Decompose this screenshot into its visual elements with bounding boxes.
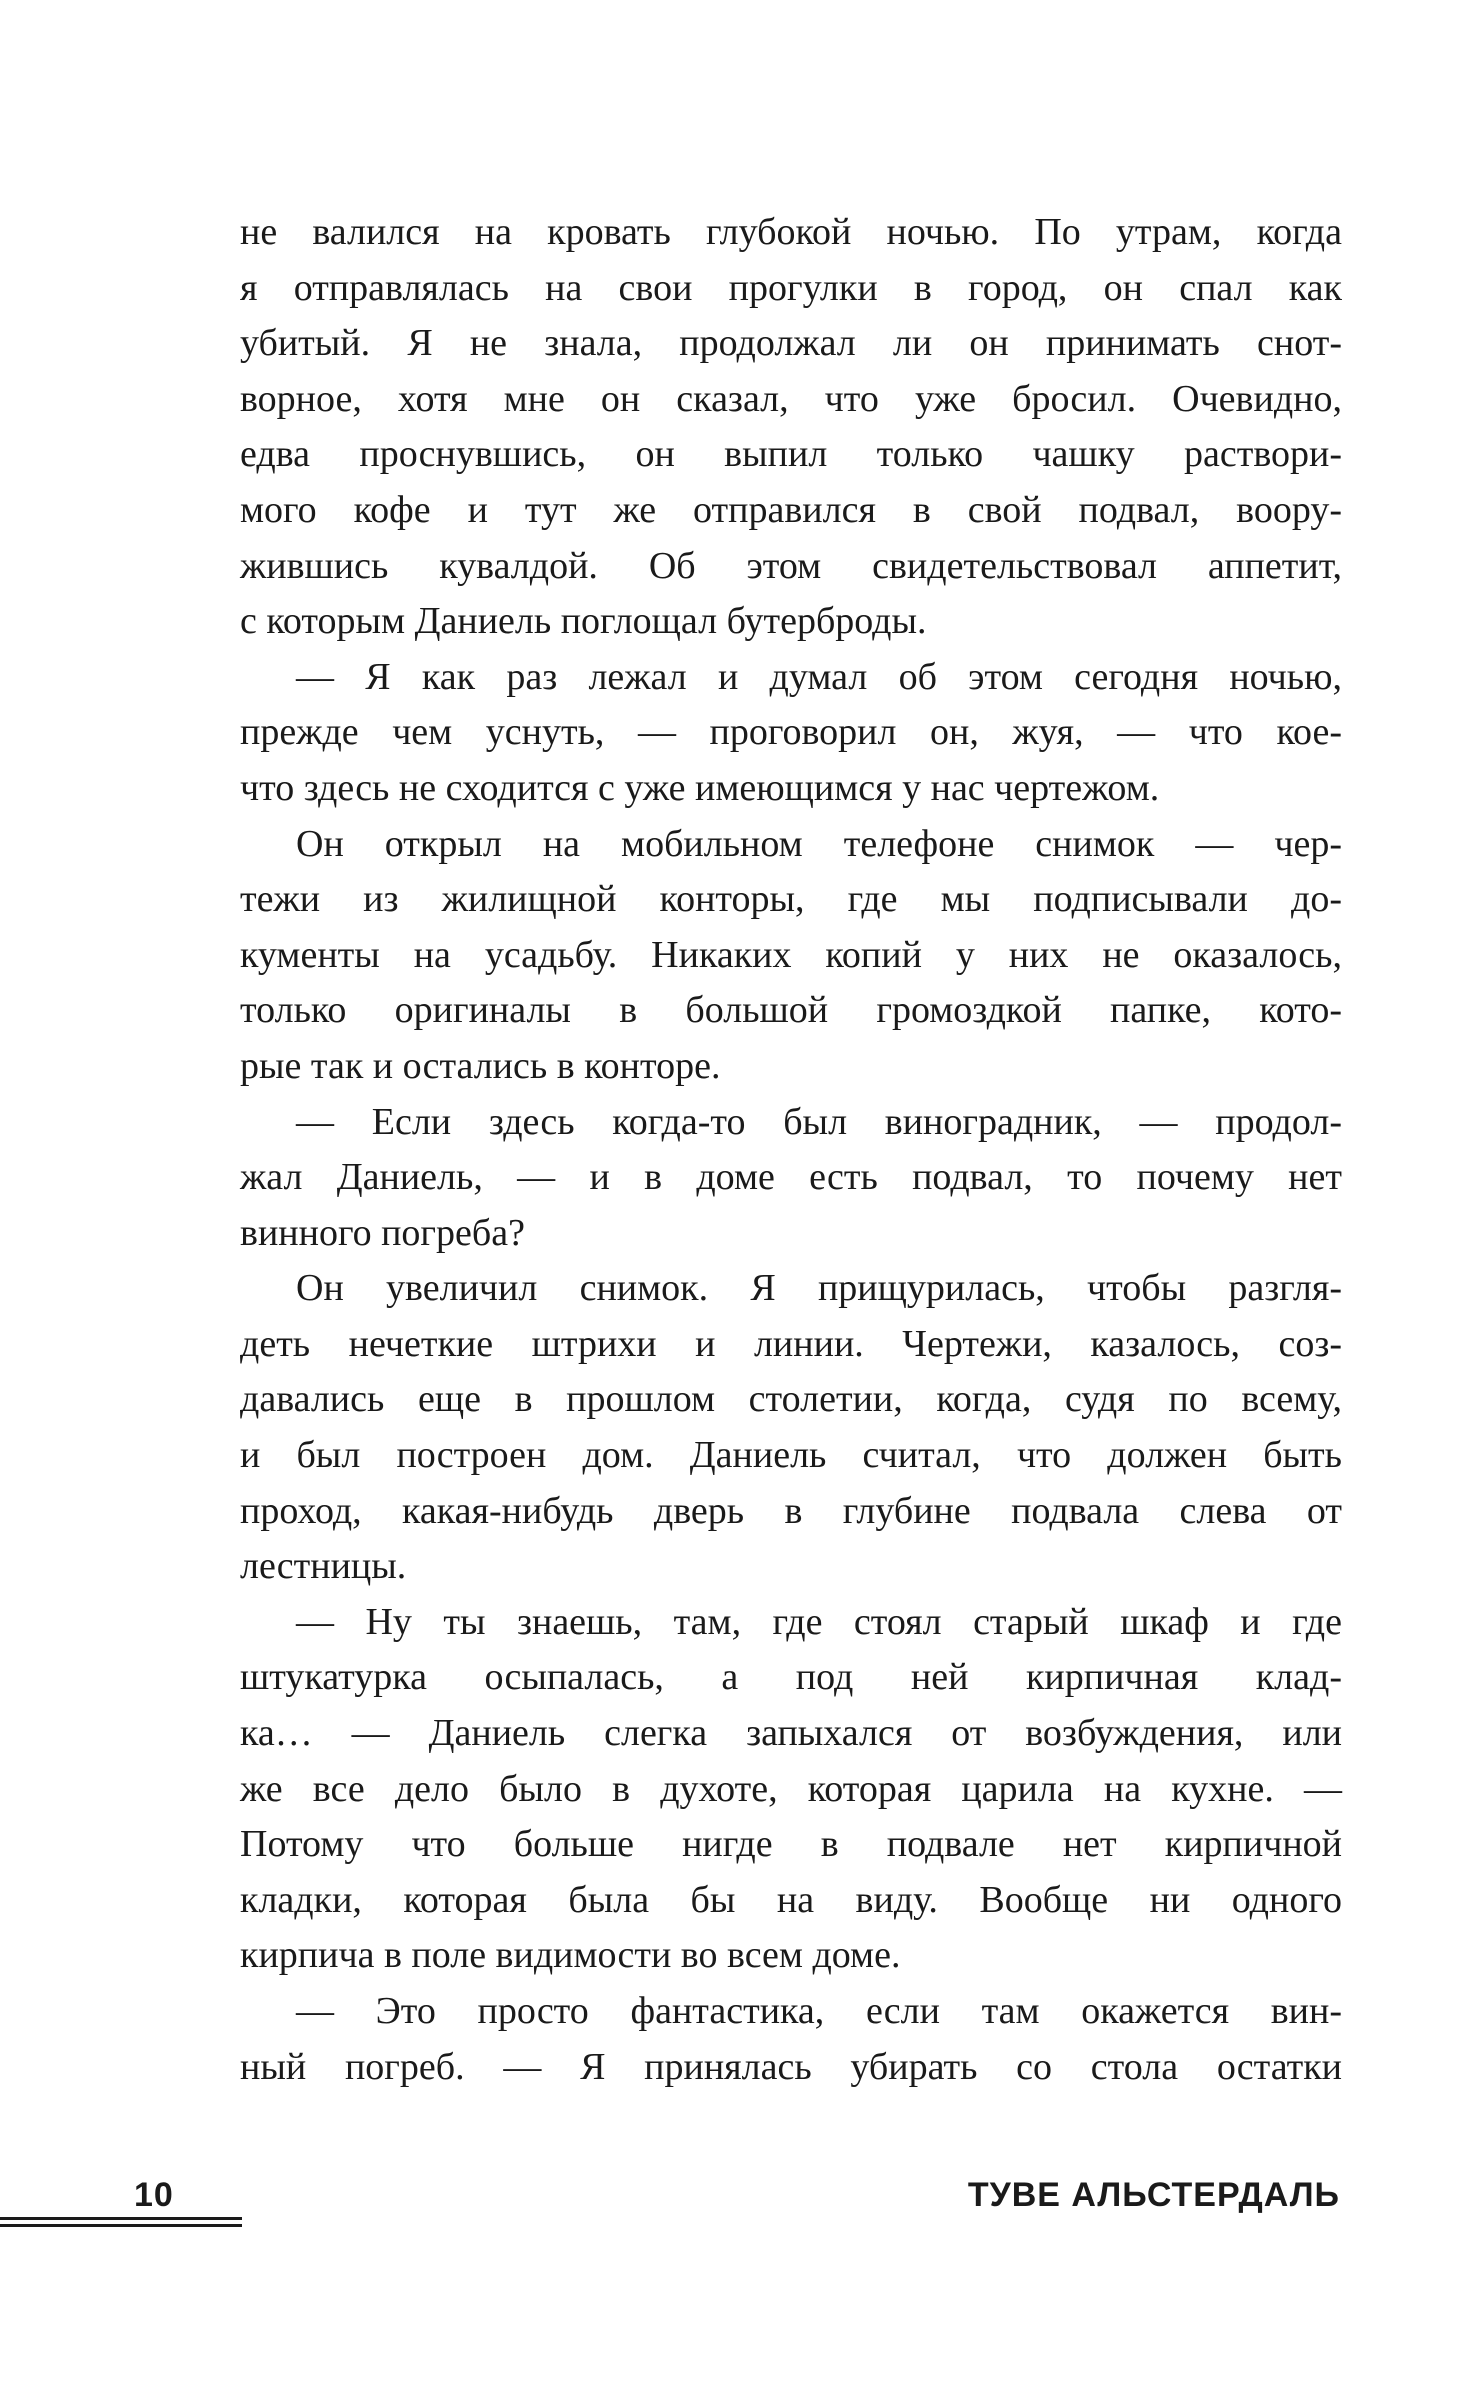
text-line: давались еще в прошлом столетии, когда, судя по всему,	[240, 1378, 1342, 1421]
text-line: и был построен дом. Даниель считал, что должен быть	[240, 1434, 1342, 1477]
page-footer	[0, 2175, 1474, 2225]
text-line: — Если здесь когда-то был виноградник, — продол-	[296, 1100, 1342, 1143]
text-line: Он увеличил снимок. Я прищурилась, чтобы разгля-	[296, 1267, 1342, 1310]
text-line: с которым Даниель поглощал бутерброды.	[240, 600, 927, 643]
text-line: кладки, которая была бы на виду. Вообще ни одного	[240, 1878, 1342, 1921]
footer-rule-bottom	[0, 2224, 242, 2227]
text-line: штукатурка осыпалась, а под ней кирпичная клад-	[240, 1656, 1342, 1699]
text-line: только оригиналы в большой громоздкой папке, кото-	[240, 989, 1342, 1032]
footer-rule	[0, 2217, 242, 2227]
text-line: мого кофе и тут же отправился в свой подвал, воору-	[240, 488, 1342, 531]
text-line: — Это просто фантастика, если там окажется вин-	[296, 1990, 1342, 2032]
text-line: едва проснувшись, он выпил только чашку раствори-	[240, 433, 1342, 476]
text-line: я отправлялась на свои прогулки в город, он спал как	[240, 266, 1342, 309]
footer-rule-top	[0, 2217, 242, 2220]
body-text	[240, 205, 1342, 2095]
text-line: кирпича в поле видимости во всем доме.	[240, 1934, 901, 1977]
text-line: тежи из жилищной конторы, где мы подписывали до-	[240, 878, 1342, 921]
text-line: Потому что больше нигде в подвале нет кирпичной	[240, 1823, 1342, 1866]
author-running-head: ТУВЕ АЛЬСТЕРДАЛЬ	[967, 2176, 1340, 2214]
text-line: рые так и остались в конторе.	[240, 1044, 721, 1087]
text-line: — Ну ты знаешь, там, где стоял старый шкаф и где	[296, 1600, 1342, 1643]
text-line: Он открыл на мобильном телефоне снимок — чер-	[296, 822, 1342, 865]
text-line: не валился на кровать глубокой ночью. По утрам, когда	[240, 211, 1342, 253]
text-line: винного погреба?	[240, 1211, 525, 1254]
page-number: 10	[134, 2176, 174, 2214]
text-line: деть нечеткие штрихи и линии. Чертежи, казалось, соз-	[240, 1322, 1342, 1365]
text-line: проход, какая-нибудь дверь в глубине подвала слева от	[240, 1489, 1342, 1532]
text-line: ворное, хотя мне он сказал, что уже бросил. Очевидно,	[240, 377, 1342, 420]
text-line: убитый. Я не знала, продолжал ли он принимать снот-	[240, 322, 1342, 365]
text-line: прежде чем уснуть, — проговорил он, жуя, — что кое-	[240, 711, 1342, 754]
text-line: — Я как раз лежал и думал об этом сегодня ночью,	[296, 655, 1342, 698]
text-line: жившись кувалдой. Об этом свидетельствовал аппетит,	[240, 544, 1342, 587]
text-line: ный погреб. — Я принялась убирать со стола остатки	[240, 2045, 1342, 2088]
text-line: ка… — Даниель слегка запыхался от возбуждения, или	[240, 1712, 1342, 1755]
text-line: лестницы.	[240, 1545, 407, 1588]
text-line: жал Даниель, — и в доме есть подвал, то почему нет	[240, 1156, 1342, 1199]
text-line: же все дело было в духоте, которая царила на кухне. —	[240, 1767, 1342, 1810]
text-line: кументы на усадьбу. Никаких копий у них не оказалось,	[240, 933, 1342, 976]
text-line: что здесь не сходится с уже имеющимся у нас чертежом.	[240, 766, 1160, 809]
